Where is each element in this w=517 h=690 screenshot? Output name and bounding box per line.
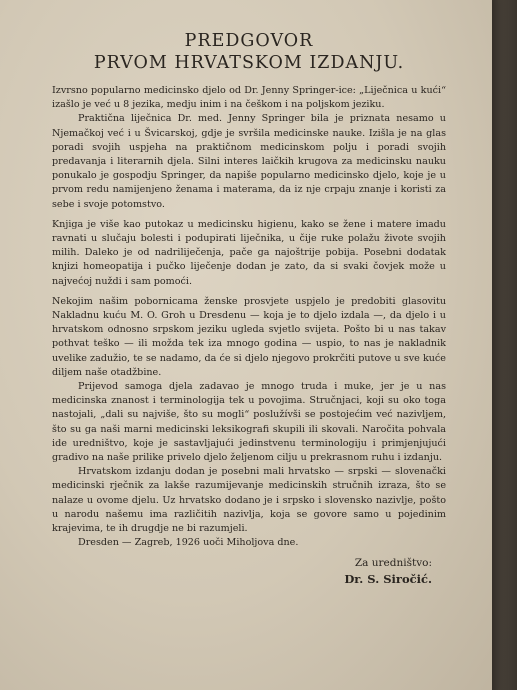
title-line-2: PRVOM HRVATSKOM IZDANJU.: [93, 53, 405, 73]
page-title: [52, 30, 446, 74]
page-content: [52, 30, 446, 587]
signature-role: Za uredništvo:: [354, 556, 432, 569]
place-date-line: Dresden — Zagreb, 1926 uoči Miholjova dne.: [78, 537, 299, 549]
signature-block: [52, 555, 446, 587]
paragraph: Praktična liječnica Dr. med. Jenny Springer bila je priznata nesamo u Njemačkoj već i u Švicarskoj, gdje je svršila medicinske nauke. Izišla je na glas poradi svojih uspjeha na praktičnom medicinskom polju i poradi svojih predavanja i literarnih djela. Silni interes laičkih krugova za medicinsku nauku ponukalo je gospodju Springer, da napiše popularno medicinsko djelo, koje je u prvom redu namijenjeno ženama i materama, da iz nje crpaju znanje i koristi za sebe i svoje potomstvo.: [52, 113, 446, 210]
paragraph: Prijevod samoga djela zadavao je mnogo truda i muke, jer je u nas medicinska znanost i terminologija tek u povojima. Stručnjaci, koji su oko toga nastojali, „dali su najviše, što su mogli“ poslužívši se postojećim već nazivljem, što su ga naši marni medicinski leksikografi skupili ili skovali. Naročita pohvala ide uredništvo, koje je sastavljajući jedinstvenu terminologiju i primjenjujući gradivo na naše prilike privelo djelo željenom cilju u prekrasnom ruhu i izdanju.: [52, 381, 446, 464]
paragraph: Nekojim našim pobornicama ženske prosvjete uspjelo je predobiti glasovitu Nakladnu kuću M. O. Groh u Dresdenu — koja je to djelo izdala —, da djelo i u hrvatskom odnosno srpskom jeziku ugleda svjetlo svijeta. Pošto bi u nas takav pothvat teško — ili možda tek iza mnogo godina — uspio, to nas je nakladnik uvelike zadužio, te se nadamo, da će si djelo njegovo prokrčiti putove u sve kuće diljem naše otadžbine.: [52, 295, 446, 378]
signature-name: Dr. S. Siročić.: [344, 571, 432, 586]
paragraph: Knjiga je više kao putokaz u medicinsku higienu, kako se žene i matere imadu ravnati u slučaju bolesti i podupirati liječnika, u čije ruke polažu živote svojih milih. Daleko je od nadriliječenja, pače ga najoštrije pobija. Posebni dodatak knjizi homeopatija i pučko liječenje dodan je zato, da si svaki čovjek može u najvećoj nuždi i sam pomoći.: [52, 218, 446, 287]
title-line-1: PREDGOVOR: [184, 31, 314, 51]
preface-body: [52, 84, 446, 551]
paragraph: Izvrsno popularno medicinsko djelo od Dr. Jenny Springer-ice: „Liječnica u kući“ izašlo je već u 8 jezika, medju inim i na češkom i na poljskom jeziku.: [52, 85, 446, 111]
paragraph: Hrvatskom izdanju dodan je posebni mali hrvatsko — srpski — slovenački medicinski rječnik za lakše razumijevanje medicinskih stručnih izraza, što se nalaze u ovome djelu. Uz hrvatsko dodano je i srpsko i slovensko nazivlje, pošto u narodu našemu ima različitih nazivlja, koja se govore samo u pojedinim krajevima, te ih drugdje ne bi razumjeli.: [52, 466, 446, 535]
